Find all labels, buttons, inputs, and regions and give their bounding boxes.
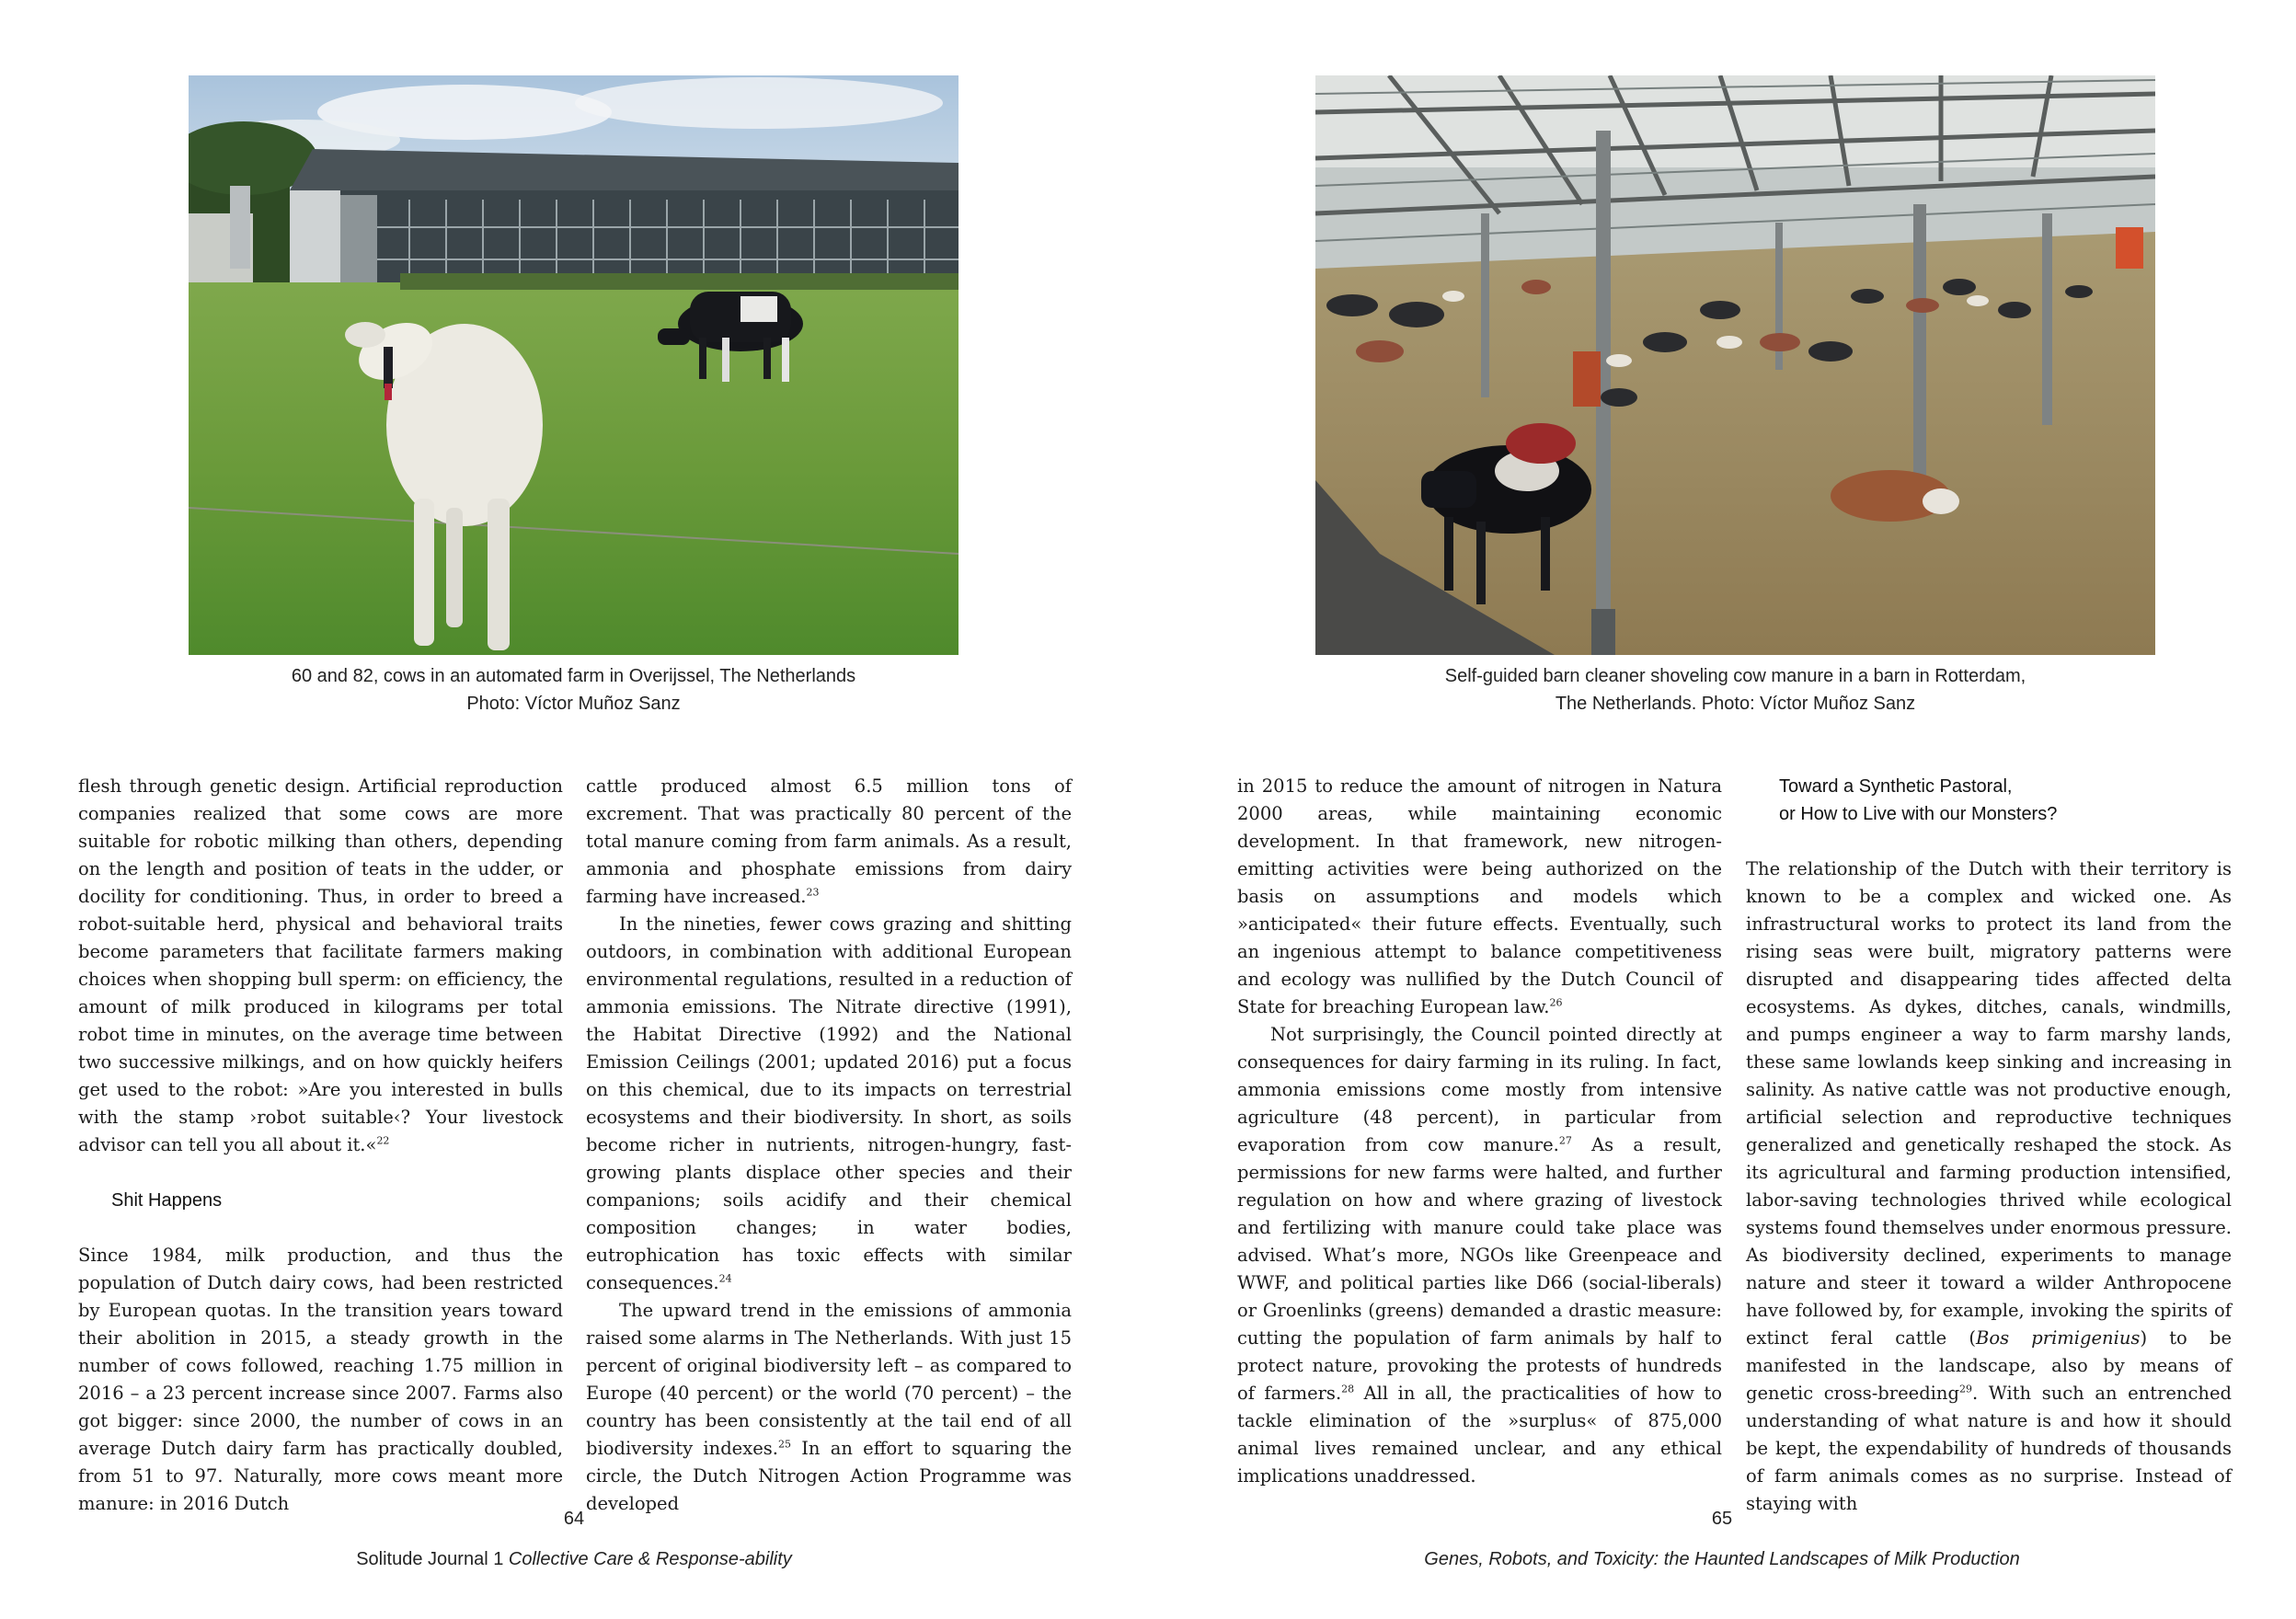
left-text-column-2 (586, 773, 1072, 1518)
photo-barn-cleaner (1315, 75, 2155, 655)
paragraph: in 2015 to reduce the amount of nitrogen in Natura 2000 areas, while maintaining economic development. In that framework, new nitrogen-emitting activities were being authorized on the basis on assumptions and models which »anticipated« their future effects. Eventually, such an ingenious attempt to balance competitiveness and ecology was nullified by the Dutch Council of State for breaching European law.$^{26}$ (1237, 775, 1722, 1017)
section-heading-line-1: Toward a Synthetic Pastoral, (1779, 776, 2013, 797)
paragraph: flesh through genetic design. Artificial reproduction companies realized that some cows are more suitable for robotic milking than others, depending on the length and position of teats in the udder, or docility for conditioning. Thus, in order to breed a robot-suitable herd, physical and behavioral traits become parameters that facilitate farmers making choices when shopping bull sperm: on efficiency, the amount of milk produced in kilograms per total robot time in minutes, on the average time between two successive milkings, and on how quickly heifers get used to the robot: »Are you interested in bulls with the stamp ›robot suitable‹? Your livestock advisor can tell you all about it.«$^{22}$ (78, 775, 563, 1155)
footnote-ref[interactable]: 24 (718, 1272, 732, 1285)
photo-caption-left (189, 662, 959, 718)
photo-cows-field (189, 75, 959, 655)
caption-line-2: The Netherlands. Photo: Víctor Muñoz Sanz (1555, 694, 1916, 714)
photo-caption-right (1315, 662, 2155, 718)
paragraph: Not surprisingly, the Council pointed directly at consequences for dairy farming in its ruling. In fact, ammonia emissions come mostly from intensive agriculture (48 percent), in particular from evaporation from cow manure.$^{27}$ As a result, permissions for new farms were halted, and further regulation on how and where grazing of livestock and fertilizing with manure could take place was advised. What’s more, NGOs like Greenpeace and WWF, and political parties like D66 (social-liberals) or Groenlinks (greens) demanded a drastic measure: cutting the population of farm animals by half to protect nature, provoking the protests of hundreds of farmers.$^{28}$ All in all, the practicalities of how to tackle elimination of the »surplus« of 875,000 animal lives remained unclear, and any ethical implications unaddressed. (1237, 1024, 1722, 1487)
section-heading (1746, 773, 2232, 828)
footnote-ref[interactable]: 25 (777, 1438, 791, 1451)
caption-line-1: 60 and 82, cows in an automated farm in Overijssel, The Netherlands (291, 666, 856, 686)
photo-barn-cleaner-image (1315, 75, 2155, 655)
photo-cows-field-image (189, 75, 959, 655)
right-text-column-2 (1746, 773, 2232, 1518)
running-footer-right (1148, 1549, 2296, 1570)
left-text-column-1 (78, 773, 563, 1518)
section-heading-line-2: or How to Live with our Monsters? (1779, 804, 2058, 824)
footnote-ref[interactable]: 27 (1558, 1134, 1572, 1147)
paragraph: Since 1984, milk production, and thus the population of Dutch dairy cows, had been restricted by European quotas. In the transition years toward their abolition in 2015, a steady growth in the number of cows followed, reaching 1.75 million in 2016 – a 23 percent increase since 2007. Farms also got bigger: since 2000, the number of cows in an average Dutch dairy farm has practically doubled, from 51 to 97. Naturally, more cows meant more manure: in 2016 Dutch (78, 1245, 563, 1514)
running-footer-left (0, 1549, 1148, 1570)
footnote-ref[interactable]: 22 (376, 1134, 390, 1147)
journal-issue-title: Collective Care & Response-ability (508, 1549, 792, 1569)
paragraph: cattle produced almost 6.5 million tons of excrement. That was practically 80 percent of the total manure coming from farm animals. As a result, ammonia and phosphate emissions from dairy farming have increased.$^{23}$ (586, 775, 1072, 907)
right-page (1148, 0, 2296, 1619)
species-name: Bos primigenius (1976, 1327, 2141, 1349)
page-number: 64 (563, 1509, 585, 1529)
caption-line-1: Self-guided barn cleaner shoveling cow manure in a barn in Rotterdam, (1444, 666, 2026, 686)
paragraph: The upward trend in the emissions of ammonia raised some alarms in The Netherlands. With just 15 percent of original biodiversity left – as compared to Europe (40 percent) or the world (70 percent) – the country has been consistently at the tail end of all biodiversity indexes.$^{25}$ In an effort to squaring the circle, the Dutch Nitrogen Action Programme was developed (586, 1300, 1072, 1514)
caption-line-2: Photo: Víctor Muñoz Sanz (466, 694, 681, 714)
section-heading: Shit Happens (111, 1190, 223, 1211)
page-number: 65 (1711, 1509, 1733, 1529)
journal-name: Solitude Journal 1 (356, 1549, 509, 1569)
footnote-ref[interactable]: 28 (1341, 1383, 1355, 1395)
article-title: Genes, Robots, and Toxicity: the Haunted Landscapes of Milk Production (1424, 1549, 2020, 1569)
right-text-column-1 (1237, 773, 1722, 1490)
footnote-ref[interactable]: 23 (806, 886, 820, 899)
footnote-ref[interactable]: 26 (1549, 996, 1563, 1009)
paragraph: In the nineties, fewer cows grazing and shitting outdoors, in combination with additional European environmental regulations, resulted in a reduction of ammonia emissions. The Nitrate directive (1991), the Habitat Directive (1992) and the National Emission Ceilings (2001; updated 2016) put a focus on this chemical, due to its impacts on terrestrial ecosystems and their biodiversity. In short, as soils become richer in nutrients, nitrogen-hungry, fast-growing plants displace other species and their companions; soils acidify and their chemical composition changes; in water bodies, eutrophication has toxic effects with similar consequences.$^{24}$ (586, 913, 1072, 1293)
footnote-ref[interactable]: 29 (1958, 1383, 1972, 1395)
paragraph: The relationship of the Dutch with their territory is known to be a complex and wicked one. As infrastructural works to protect its land from the rising seas were built, migratory patterns were disrupted and disappearing tides affected delta ecosystems. As dykes, ditches, canals, windmills, and pumps engineer a way to farm marshy lands, these same lowlands keep sinking and increasing in salinity. As native cattle was not productive enough, artificial selection and reproductive techniques generalized and genetically reshaped the stock. As its agricultural and farming production intensified, labor-saving technologies thrived while ecological systems found themselves under enormous pressure. As biodiversity declined, experiments to manage nature and steer it toward a wilder Anthropocene have followed by, for example, invoking the spirits of extinct feral cattle (Bos primigenius) to be manifested in the landscape, also by means of genetic cross-breeding$^{29}$. With such an entrenched understanding of what nature is and how it should be kept, the expendability of hundreds of thousands of farm animals comes as no surprise. Instead of staying with (1746, 858, 2232, 1514)
